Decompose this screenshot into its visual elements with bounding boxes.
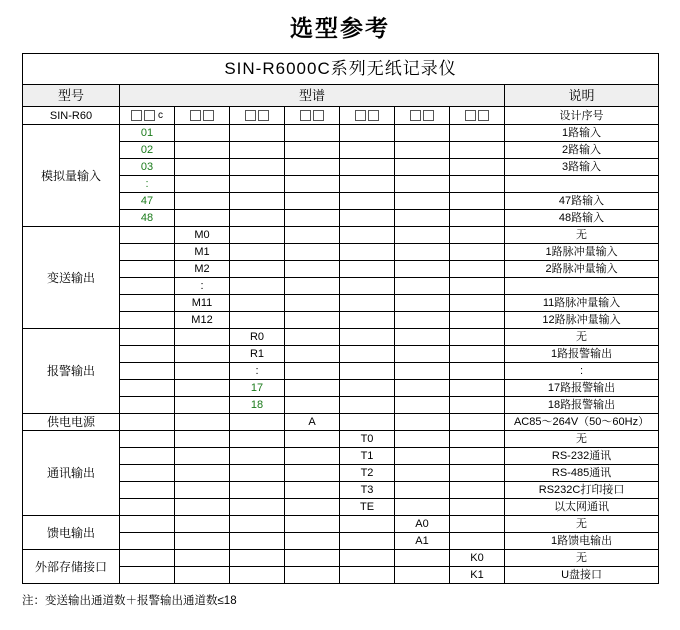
spacer-cell xyxy=(175,397,230,414)
spacer-cell xyxy=(120,261,175,278)
section-label-analog-input: 模拟量输入 xyxy=(23,125,120,227)
spacer-cell xyxy=(285,244,340,261)
section-label-communication-output: 通讯输出 xyxy=(23,431,120,516)
base-model-code: SIN-R60 xyxy=(23,107,120,125)
spacer-cell xyxy=(340,414,395,431)
desc-cell: 11路脉冲量输入 xyxy=(505,295,659,312)
spacer-cell xyxy=(450,142,505,159)
placeholder-box-icon xyxy=(423,110,434,121)
desc-cell: 1路脉冲量输入 xyxy=(505,244,659,261)
code-cell: TE xyxy=(340,499,395,516)
desc-cell: : xyxy=(505,363,659,380)
section-label-feed-output: 馈电输出 xyxy=(23,516,120,550)
desc-cell: 1路馈电输出 xyxy=(505,533,659,550)
section-label-external-storage: 外部存储接口 xyxy=(23,550,120,584)
desc-cell: 18路报警输出 xyxy=(505,397,659,414)
table-row xyxy=(23,550,659,567)
box-cell-3 xyxy=(230,107,285,125)
spacer-cell xyxy=(395,397,450,414)
box-cell-2 xyxy=(175,107,230,125)
spacer-cell xyxy=(175,193,230,210)
spacer-cell xyxy=(340,567,395,584)
desc-cell xyxy=(505,176,659,193)
spacer-cell xyxy=(175,482,230,499)
spacer-cell xyxy=(395,465,450,482)
spacer-cell xyxy=(395,363,450,380)
spacer-cell xyxy=(285,516,340,533)
spacer-cell xyxy=(175,516,230,533)
spacer-cell xyxy=(340,329,395,346)
spacer-cell xyxy=(120,550,175,567)
desc-cell: 17路报警输出 xyxy=(505,380,659,397)
placeholder-box-icon xyxy=(478,110,489,121)
spacer-cell xyxy=(230,261,285,278)
desc-cell: RS232C打印接口 xyxy=(505,482,659,499)
spacer-cell xyxy=(395,312,450,329)
spacer-cell xyxy=(340,227,395,244)
spacer-cell xyxy=(120,516,175,533)
spacer-cell xyxy=(120,227,175,244)
spacer-cell xyxy=(230,295,285,312)
spacer-cell xyxy=(395,125,450,142)
spacer-cell xyxy=(285,278,340,295)
spacer-cell xyxy=(230,278,285,295)
spacer-cell xyxy=(340,159,395,176)
spacer-cell xyxy=(120,380,175,397)
spacer-cell xyxy=(175,363,230,380)
spacer-cell xyxy=(120,414,175,431)
spacer-cell xyxy=(395,278,450,295)
spacer-cell xyxy=(230,312,285,329)
spacer-cell xyxy=(395,159,450,176)
spacer-cell xyxy=(230,414,285,431)
spacer-cell xyxy=(395,261,450,278)
section-label-alarm-output: 报警输出 xyxy=(23,329,120,414)
spacer-cell xyxy=(230,533,285,550)
spacer-cell xyxy=(450,295,505,312)
spacer-cell xyxy=(340,125,395,142)
spacer-cell xyxy=(175,533,230,550)
placeholder-box-icon xyxy=(245,110,256,121)
code-cell: : xyxy=(175,278,230,295)
spacer-cell xyxy=(450,261,505,278)
spacer-cell xyxy=(120,465,175,482)
spacer-cell xyxy=(230,550,285,567)
spacer-cell xyxy=(395,142,450,159)
spacer-cell xyxy=(285,346,340,363)
spacer-cell xyxy=(395,499,450,516)
page-title: 选型参考 xyxy=(290,15,390,41)
spacer-cell xyxy=(120,363,175,380)
spacer-cell xyxy=(230,482,285,499)
placeholder-box-icon xyxy=(300,110,311,121)
code-cell: 47 xyxy=(120,193,175,210)
spacer-cell xyxy=(285,159,340,176)
table-main-title: SIN-R6000C系列无纸记录仪 xyxy=(23,54,659,85)
spacer-cell xyxy=(285,431,340,448)
code-cell: 03 xyxy=(120,159,175,176)
spacer-cell xyxy=(175,448,230,465)
spacer-cell xyxy=(175,550,230,567)
placeholder-box-icon xyxy=(190,110,201,121)
code-cell: A1 xyxy=(395,533,450,550)
spacer-cell xyxy=(175,329,230,346)
spacer-cell xyxy=(230,448,285,465)
code-cell: R1 xyxy=(230,346,285,363)
spacer-cell xyxy=(120,244,175,261)
spacer-cell xyxy=(175,465,230,482)
spacer-cell xyxy=(175,380,230,397)
code-cell: : xyxy=(120,176,175,193)
spacer-cell xyxy=(450,176,505,193)
spacer-cell xyxy=(340,312,395,329)
spacer-cell xyxy=(120,567,175,584)
desc-cell: 以太网通讯 xyxy=(505,499,659,516)
spacer-cell xyxy=(285,499,340,516)
code-cell: K1 xyxy=(450,567,505,584)
spacer-cell xyxy=(450,533,505,550)
desc-cell: AC85～264V（50～60Hz） xyxy=(505,414,659,431)
table-header-row xyxy=(23,85,659,107)
code-cell: 17 xyxy=(230,380,285,397)
spacer-cell xyxy=(395,448,450,465)
spacer-cell xyxy=(285,448,340,465)
spacer-cell xyxy=(450,193,505,210)
spacer-cell xyxy=(450,397,505,414)
code-cell: A xyxy=(285,414,340,431)
spacer-cell xyxy=(395,244,450,261)
spacer-cell xyxy=(120,312,175,329)
spacer-cell xyxy=(285,142,340,159)
box-cell-1 xyxy=(120,107,175,125)
code-cell: T1 xyxy=(340,448,395,465)
spacer-cell xyxy=(450,448,505,465)
spacer-cell xyxy=(285,227,340,244)
code-cell: R0 xyxy=(230,329,285,346)
spacer-cell xyxy=(450,431,505,448)
code-cell: : xyxy=(230,363,285,380)
table-row xyxy=(23,227,659,244)
code-cell: T0 xyxy=(340,431,395,448)
spacer-cell xyxy=(450,414,505,431)
spacer-cell xyxy=(450,465,505,482)
spacer-cell xyxy=(175,499,230,516)
desc-cell: 12路脉冲量输入 xyxy=(505,312,659,329)
spacer-cell xyxy=(285,363,340,380)
spacer-cell xyxy=(395,329,450,346)
spacer-cell xyxy=(450,346,505,363)
desc-cell: 无 xyxy=(505,227,659,244)
spacer-cell xyxy=(175,431,230,448)
spacer-cell xyxy=(450,159,505,176)
spacer-cell xyxy=(230,125,285,142)
spacer-cell xyxy=(120,482,175,499)
spacer-cell xyxy=(340,397,395,414)
header-model: 型号 xyxy=(23,85,120,107)
spacer-cell xyxy=(450,210,505,227)
spacer-cell xyxy=(120,448,175,465)
spacer-cell xyxy=(175,125,230,142)
spacer-cell xyxy=(230,193,285,210)
spacer-cell xyxy=(285,465,340,482)
spacer-cell xyxy=(340,278,395,295)
code-cell: 18 xyxy=(230,397,285,414)
desc-cell: 2路输入 xyxy=(505,142,659,159)
spacer-cell xyxy=(340,516,395,533)
spacer-cell xyxy=(340,176,395,193)
spacer-cell xyxy=(175,159,230,176)
spacer-cell xyxy=(395,567,450,584)
spacer-cell xyxy=(285,295,340,312)
code-cell: M0 xyxy=(175,227,230,244)
spacer-cell xyxy=(120,533,175,550)
spacer-cell xyxy=(120,499,175,516)
spacer-cell xyxy=(120,431,175,448)
table-row xyxy=(23,414,659,431)
spec-table-container xyxy=(22,53,658,584)
spacer-cell xyxy=(230,431,285,448)
box-cell-5 xyxy=(340,107,395,125)
code-cell: 01 xyxy=(120,125,175,142)
spacer-cell xyxy=(340,142,395,159)
spacer-cell xyxy=(450,499,505,516)
spacer-cell xyxy=(230,244,285,261)
spacer-cell xyxy=(340,295,395,312)
spacer-cell xyxy=(230,465,285,482)
placeholder-box-icon xyxy=(258,110,269,121)
desc-cell: 无 xyxy=(505,550,659,567)
spacer-cell xyxy=(230,499,285,516)
spacer-cell xyxy=(175,567,230,584)
code-cell: M11 xyxy=(175,295,230,312)
spacer-cell xyxy=(230,159,285,176)
spacer-cell xyxy=(175,210,230,227)
spacer-cell xyxy=(395,431,450,448)
spacer-cell xyxy=(340,210,395,227)
table-row xyxy=(23,431,659,448)
spacer-cell xyxy=(120,295,175,312)
spacer-cell xyxy=(340,346,395,363)
code-cell: 02 xyxy=(120,142,175,159)
spacer-cell xyxy=(285,533,340,550)
spacer-cell xyxy=(340,550,395,567)
desc-cell: 48路输入 xyxy=(505,210,659,227)
placeholder-box-icon xyxy=(410,110,421,121)
desc-cell: 无 xyxy=(505,516,659,533)
spacer-cell xyxy=(450,278,505,295)
code-cell: M2 xyxy=(175,261,230,278)
spacer-cell xyxy=(395,227,450,244)
spacer-cell xyxy=(285,261,340,278)
table-footnote: 注：变送输出通道数＋报警输出通道数≤18 xyxy=(22,595,237,607)
model-selection-table xyxy=(22,53,659,584)
placeholder-box-icon xyxy=(355,110,366,121)
section-label-power-supply: 供电电源 xyxy=(23,414,120,431)
base-model-row xyxy=(23,107,659,125)
spacer-cell xyxy=(340,261,395,278)
placeholder-box-icon xyxy=(465,110,476,121)
spacer-cell xyxy=(120,278,175,295)
section-label-transmitter-output: 变送输出 xyxy=(23,227,120,329)
code-cell: 48 xyxy=(120,210,175,227)
spacer-cell xyxy=(395,482,450,499)
spacer-cell xyxy=(285,397,340,414)
spacer-cell xyxy=(395,346,450,363)
spacer-cell xyxy=(230,227,285,244)
spacer-cell xyxy=(230,567,285,584)
spacer-cell xyxy=(450,380,505,397)
table-row xyxy=(23,329,659,346)
spacer-cell xyxy=(395,380,450,397)
spacer-cell xyxy=(340,533,395,550)
desc-cell: RS-232通讯 xyxy=(505,448,659,465)
spacer-cell xyxy=(450,482,505,499)
table-row xyxy=(23,516,659,533)
spacer-cell xyxy=(175,176,230,193)
spacer-cell xyxy=(450,363,505,380)
spacer-cell xyxy=(395,295,450,312)
spacer-cell xyxy=(230,176,285,193)
base-description: 设计序号 xyxy=(505,107,659,125)
spacer-cell xyxy=(120,329,175,346)
spacer-cell xyxy=(120,346,175,363)
code-cell: T2 xyxy=(340,465,395,482)
spacer-cell xyxy=(285,193,340,210)
table-title-row xyxy=(23,54,659,85)
box-cell-6 xyxy=(395,107,450,125)
placeholder-box-icon xyxy=(131,110,142,121)
spacer-cell xyxy=(450,312,505,329)
spacer-cell xyxy=(285,210,340,227)
spacer-cell xyxy=(395,550,450,567)
spacer-cell xyxy=(285,176,340,193)
desc-cell: 1路输入 xyxy=(505,125,659,142)
code-cell: M12 xyxy=(175,312,230,329)
header-description: 说明 xyxy=(505,85,659,107)
spacer-cell xyxy=(450,516,505,533)
header-spectrum: 型谱 xyxy=(120,85,505,107)
desc-cell: 1路报警输出 xyxy=(505,346,659,363)
spacer-cell xyxy=(120,397,175,414)
desc-cell: 2路脉冲量输入 xyxy=(505,261,659,278)
selection-reference-page xyxy=(0,10,680,630)
spacer-cell xyxy=(285,329,340,346)
spacer-cell xyxy=(395,193,450,210)
spacer-cell xyxy=(450,244,505,261)
base-box-label: c xyxy=(158,109,163,121)
placeholder-box-icon xyxy=(313,110,324,121)
spacer-cell xyxy=(175,346,230,363)
desc-cell: 无 xyxy=(505,431,659,448)
spacer-cell xyxy=(285,567,340,584)
spacer-cell xyxy=(230,210,285,227)
box-cell-4 xyxy=(285,107,340,125)
spacer-cell xyxy=(395,414,450,431)
desc-cell: 3路输入 xyxy=(505,159,659,176)
spacer-cell xyxy=(175,142,230,159)
desc-cell: 无 xyxy=(505,329,659,346)
desc-cell: 47路输入 xyxy=(505,193,659,210)
spacer-cell xyxy=(340,380,395,397)
code-cell: T3 xyxy=(340,482,395,499)
desc-cell: U盘接口 xyxy=(505,567,659,584)
code-cell: A0 xyxy=(395,516,450,533)
spacer-cell xyxy=(230,516,285,533)
placeholder-box-icon xyxy=(144,110,155,121)
spacer-cell xyxy=(285,482,340,499)
placeholder-box-icon xyxy=(203,110,214,121)
spacer-cell xyxy=(340,193,395,210)
placeholder-box-icon xyxy=(368,110,379,121)
spacer-cell xyxy=(285,312,340,329)
code-cell: M1 xyxy=(175,244,230,261)
spacer-cell xyxy=(285,380,340,397)
spacer-cell xyxy=(340,363,395,380)
table-row xyxy=(23,125,659,142)
spacer-cell xyxy=(395,210,450,227)
spacer-cell xyxy=(450,329,505,346)
spacer-cell xyxy=(175,414,230,431)
box-cell-7 xyxy=(450,107,505,125)
desc-cell xyxy=(505,278,659,295)
code-cell: K0 xyxy=(450,550,505,567)
spacer-cell xyxy=(450,227,505,244)
spacer-cell xyxy=(230,142,285,159)
desc-cell: RS-485通讯 xyxy=(505,465,659,482)
spacer-cell xyxy=(450,125,505,142)
spacer-cell xyxy=(285,550,340,567)
spacer-cell xyxy=(285,125,340,142)
spacer-cell xyxy=(340,244,395,261)
spacer-cell xyxy=(395,176,450,193)
